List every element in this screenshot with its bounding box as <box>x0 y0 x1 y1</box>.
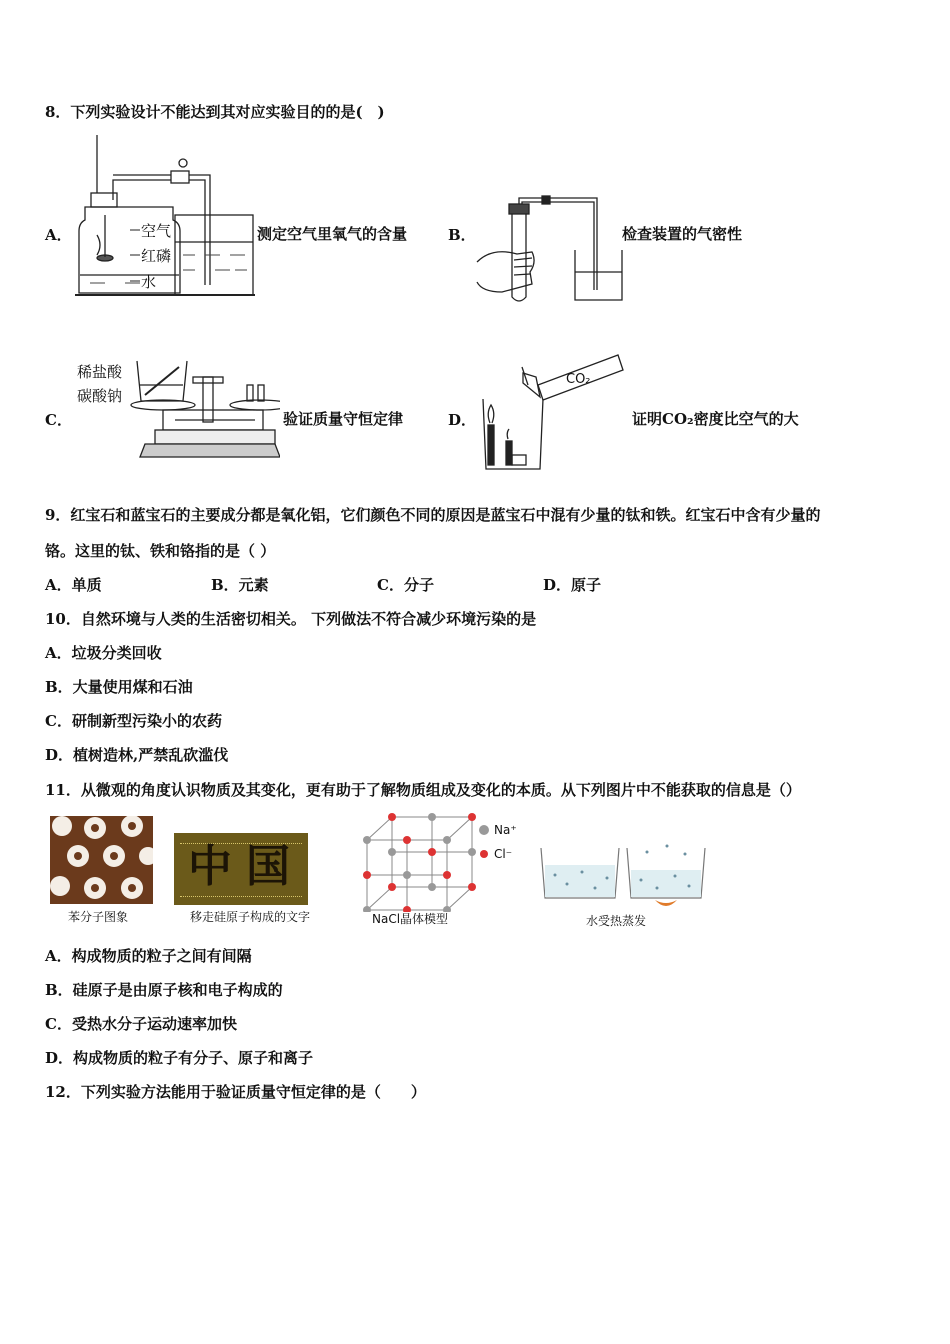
silicon-char-guo: 国 <box>246 841 290 892</box>
label-na2co3: 碳酸钠 <box>77 387 123 405</box>
label-red-p: 红磷 <box>141 247 172 265</box>
label-co2: CO₂ <box>566 372 591 387</box>
q8-b-label: B． <box>448 226 476 244</box>
caption-silicon: 移走硅原子构成的文字 <box>190 910 311 924</box>
q8-c-apparatus <box>75 355 280 467</box>
q8-b-text: 检查装置的气密性 <box>622 225 743 243</box>
q8-d-apparatus <box>478 345 628 475</box>
caption-benzene: 苯分子图象 <box>68 910 129 924</box>
label-air: 空气 <box>141 222 172 240</box>
q9-stem-line2: 铬。这里的钛、铁和铬指的是（ ） <box>45 542 276 560</box>
label-water: 水 <box>141 273 157 291</box>
water-evaporation-image <box>537 840 709 912</box>
q10-option-a: A．垃圾分类回收 <box>45 644 162 662</box>
q9-stem-line1: 9．红宝石和蓝宝石的主要成分都是氧化铝，它们颜色不同的原因是蓝宝石中混有少量的钛和铁。红宝石中含有少量的 <box>45 506 821 524</box>
q10-option-c: C．研制新型污染小的农药 <box>45 712 222 730</box>
q8-d-label: D． <box>448 411 477 429</box>
q8-b-apparatus <box>472 192 632 312</box>
benzene-image <box>50 816 153 904</box>
q9-option-d: D．原子 <box>543 576 602 594</box>
q10-option-d: D．植树造林,严禁乱砍滥伐 <box>45 746 229 764</box>
nacl-crystal-model <box>362 812 522 912</box>
q11-option-d: D．构成物质的粒子有分子、原子和离子 <box>45 1049 314 1067</box>
silicon-text-image <box>174 833 308 905</box>
q9-option-b: B．元素 <box>211 576 269 594</box>
q8-c-text: 验证质量守恒定律 <box>283 410 404 428</box>
q10-option-b: B．大量使用煤和石油 <box>45 678 193 696</box>
q8-a-apparatus <box>75 135 255 300</box>
q9-option-a: A．单质 <box>45 576 102 594</box>
q11-option-b: B．硅原子是由原子核和电子构成的 <box>45 981 283 999</box>
q8-d-text: 证明CO₂密度比空气的大 <box>632 410 799 428</box>
q9-option-c: C．分子 <box>377 576 434 594</box>
q8-stem: 8．下列实验设计不能达到其对应实验目的的是( ) <box>45 103 385 121</box>
q11-stem: 11．从微观的角度认识物质及其变化，更有助于了解物质组成及变化的本质。从下列图片中不能获取的信息是（） <box>45 781 801 799</box>
silicon-char-zhong: 中 <box>188 841 232 892</box>
q8-a-label: A． <box>45 226 72 244</box>
caption-evaporation: 水受热蒸发 <box>586 914 647 928</box>
caption-nacl: NaCl晶体模型 <box>372 912 449 926</box>
q10-stem: 10．自然环境与人类的生活密切相关。 下列做法不符合减少环境污染的是 <box>45 610 537 628</box>
q11-option-a: A．构成物质的粒子之间有间隔 <box>45 947 252 965</box>
q11-option-c: C．受热水分子运动速率加快 <box>45 1015 237 1033</box>
label-cl-ion: Cl⁻ <box>494 847 513 861</box>
label-hcl: 稀盐酸 <box>77 363 123 381</box>
q8-a-text: 测定空气里氧气的含量 <box>257 225 408 243</box>
q8-c-label: C． <box>45 411 72 429</box>
label-na-ion: Na⁺ <box>494 823 517 837</box>
q12-stem: 12．下列实验方法能用于验证质量守恒定律的是（ ） <box>45 1083 426 1101</box>
